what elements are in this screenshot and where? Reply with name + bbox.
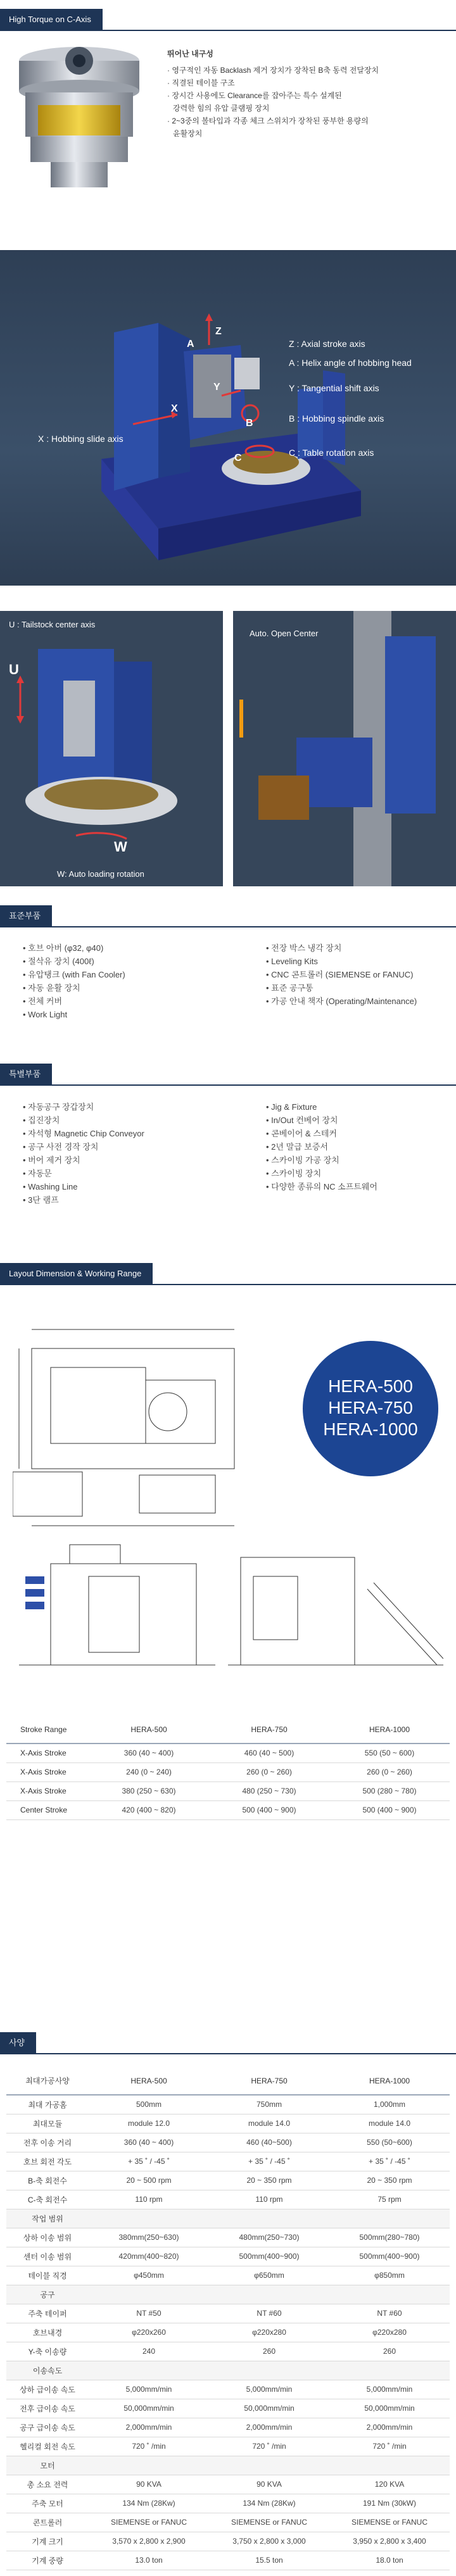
table-cell: 460 (40~500): [209, 2133, 329, 2152]
table-cell: 1,000mm: [329, 2095, 450, 2114]
table-cell: 720 ˚ /min: [209, 2437, 329, 2456]
table-row: [6, 2095, 450, 2114]
list-item: • 3단 램프: [23, 1193, 213, 1207]
table-row: Center Stroke 420 (400 ~ 820) 500 (400 ~ 900) 500 (400 ~ 900): [6, 1800, 450, 1819]
table-cell: 120 KVA: [329, 2475, 450, 2494]
models-badge: [303, 1341, 438, 1476]
table-cell: 50,000mm/min: [209, 2399, 329, 2418]
table-cell: 420mm(400~820): [89, 2247, 209, 2266]
c-axis-bullet: · 영구적인 자동 Backlash 제거 장치가 장착된 B축 동력 전달장치: [167, 66, 379, 75]
table-cell: 호브내경: [6, 2323, 89, 2342]
table-cell: 110 rpm: [209, 2190, 329, 2209]
tailstock-row: [0, 611, 456, 886]
table-cell: 75 rpm: [329, 2190, 450, 2209]
table-cell: [329, 2209, 450, 2228]
table-cell: 500mm: [89, 2095, 209, 2114]
table-cell: 134 Nm (28Kw): [89, 2494, 209, 2513]
section-header-layout: [0, 1263, 456, 1285]
table-cell: 총 소요 전력: [6, 2475, 89, 2494]
list-item: • 스카이빙 장치: [266, 1167, 450, 1180]
table-cell: 50,000mm/min: [329, 2399, 450, 2418]
table-cell: 상하 이송 범위: [6, 2228, 89, 2247]
axis-mark-y: Y: [213, 382, 220, 393]
table-cell: 380mm(250~630): [89, 2228, 209, 2247]
table-cell: 공구 급이송 속도: [6, 2418, 89, 2437]
table-row: [6, 2494, 450, 2513]
table-cell: 2,000mm/min: [329, 2418, 450, 2437]
table-row: X-Axis Stroke 240 (0 ~ 240) 260 (0 ~ 260) 260 (0 ~ 260): [6, 1762, 450, 1781]
table-row: [6, 2513, 450, 2532]
table-cell: 20 ~ 350 rpm: [209, 2171, 329, 2190]
section-title: 사양: [0, 2032, 36, 2054]
list-item: • 다양한 종류의 NC 소프트웨어: [266, 1180, 450, 1193]
table-cell: 3,570 x 2,800 x 2,900: [89, 2532, 209, 2551]
table-cell: [329, 2285, 450, 2304]
open-center-label: Auto. Open Center: [250, 629, 319, 638]
table-row: [6, 2437, 450, 2456]
table-row: [6, 2399, 450, 2418]
table-row: [6, 2266, 450, 2285]
table-row: [6, 2532, 450, 2551]
table-cell: 18.0 ton: [329, 2551, 450, 2570]
table-cell: [89, 2456, 209, 2475]
table-cell: 전후 이송 거리: [6, 2133, 89, 2152]
table-row: [6, 2304, 450, 2323]
table-header-cell: Stroke Range: [6, 1716, 89, 1744]
table-row: [6, 2228, 450, 2247]
table-cell: + 35 ˚ / -45 ˚: [89, 2152, 209, 2171]
table-row: [6, 2247, 450, 2266]
table-row: X-Axis Stroke 380 (250 ~ 630) 480 (250 ~ 730) 500 (280 ~ 780): [6, 1781, 450, 1800]
table-row: X-Axis Stroke 360 (40 ~ 400) 460 (40 ~ 500) 550 (50 ~ 600): [6, 1744, 450, 1762]
list-item: • 공구 사전 경작 장치: [23, 1140, 213, 1153]
table-cell: 센터 이송 범위: [6, 2247, 89, 2266]
tailstock-mark-w: W: [114, 839, 127, 855]
table-header-cell: HERA-500: [89, 2067, 209, 2095]
table-cell: module 14.0: [329, 2114, 450, 2133]
table-cell: 360 (40 ~ 400): [89, 2133, 209, 2152]
table-cell: 720 ˚ /min: [329, 2437, 450, 2456]
list-item: • 2년 말급 보증서: [266, 1140, 450, 1153]
list-item: • 콘베이어 & 스테커: [266, 1127, 450, 1140]
table-row: [6, 2171, 450, 2190]
list-item: • 유압탱크 (with Fan Cooler): [23, 968, 213, 981]
table-cell: 콘트롤러: [6, 2513, 89, 2532]
layout-drawing-top: [13, 1304, 304, 1532]
table-cell: 134 Nm (28Kw): [209, 2494, 329, 2513]
table-cell: SIEMENSE or FANUC: [89, 2513, 209, 2532]
axis-mark-b: B: [246, 418, 253, 429]
table-cell: φ220x280: [209, 2323, 329, 2342]
list-item: • Washing Line: [23, 1180, 213, 1193]
list-item: • 버어 제거 장치: [23, 1153, 213, 1167]
axis-label-c: C : Table rotation axis: [289, 448, 374, 458]
badge-model: HERA-1000: [323, 1419, 418, 1439]
table-cell: 90 KVA: [209, 2475, 329, 2494]
list-item: • In/Out 컨베어 장치: [266, 1114, 450, 1127]
table-row: [6, 2380, 450, 2399]
table-cell: 20 ~ 500 rpm: [89, 2171, 209, 2190]
table-cell: 260: [209, 2342, 329, 2361]
section-title: 특별부품: [0, 1064, 52, 1085]
spec-table: [6, 2067, 450, 2570]
table-cell: + 35 ˚ / -45 ˚: [209, 2152, 329, 2171]
table-header-cell: HERA-750: [209, 1716, 329, 1744]
table-cell: 240: [89, 2342, 209, 2361]
table-header-cell: 최대가공사양: [6, 2067, 89, 2095]
table-cell: SIEMENSE or FANUC: [209, 2513, 329, 2532]
open-center-panel: [233, 611, 456, 886]
badge-model: HERA-500: [328, 1376, 413, 1396]
c-axis-bullet: · 직결된 테이블 구조: [167, 79, 235, 87]
section-title: 표준부품: [0, 905, 52, 927]
table-cell: 110 rpm: [89, 2190, 209, 2209]
list-item: • 스카이빙 가공 장치: [266, 1153, 450, 1167]
table-row: [6, 2418, 450, 2437]
table-group-row: [6, 2285, 450, 2304]
table-cell: [329, 2361, 450, 2380]
c-axis-bullet-cont: 강력한 힘의 유압 클램핑 장치: [173, 104, 270, 113]
table-cell: B-축 회전수: [6, 2171, 89, 2190]
table-cell: [329, 2456, 450, 2475]
c-axis-panel: [0, 42, 456, 194]
table-cell: φ450mm: [89, 2266, 209, 2285]
table-row: [6, 2190, 450, 2209]
list-item: • 자석형 Magnetic Chip Conveyor: [23, 1127, 213, 1140]
section-header-spec: [0, 2032, 456, 2054]
table-cell: 5,000mm/min: [329, 2380, 450, 2399]
table-cell: φ650mm: [209, 2266, 329, 2285]
table-cell: 2,000mm/min: [89, 2418, 209, 2437]
stroke-table: [6, 1716, 450, 1820]
tailstock-panel: [0, 611, 223, 886]
c-axis-heading: 뛰어난 내구성: [167, 49, 213, 58]
table-row: [6, 2475, 450, 2494]
table-cell: [209, 2361, 329, 2380]
table-header-row: [6, 2067, 450, 2095]
table-cell: 공구: [6, 2285, 89, 2304]
table-cell: SIEMENSE or FANUC: [329, 2513, 450, 2532]
list-item: • 호브 아버 (φ32, φ40): [23, 941, 213, 955]
table-cell: 호브 회전 각도: [6, 2152, 89, 2171]
table-cell: 720 ˚ /min: [89, 2437, 209, 2456]
options-list-left: [23, 1100, 213, 1207]
table-cell: [89, 2285, 209, 2304]
table-cell: 500mm(400~900): [209, 2247, 329, 2266]
list-item: • 자동공구 장갑장치: [23, 1100, 213, 1114]
axis-label-y: Y : Tangential shift axis: [289, 383, 379, 393]
table-cell: 500mm(280~780): [329, 2228, 450, 2247]
c-axis-bullet: · 2~3중의 볼타입과 각종 체크 스위치가 장착된 풍부한 용량의: [167, 116, 369, 125]
table-cell: 13.0 ton: [89, 2551, 209, 2570]
table-cell: module 12.0: [89, 2114, 209, 2133]
table-row: [6, 2114, 450, 2133]
table-cell: 기계 크기: [6, 2532, 89, 2551]
table-cell: [209, 2209, 329, 2228]
table-cell: [209, 2285, 329, 2304]
tailstock-mark-u: U: [9, 662, 19, 677]
list-item: • Work Light: [23, 1008, 213, 1021]
standard-list-left: [23, 941, 213, 1021]
table-row: [6, 2323, 450, 2342]
table-cell: 90 KVA: [89, 2475, 209, 2494]
axis-label-z: Z : Axial stroke axis: [289, 339, 365, 349]
table-cell: NT #60: [329, 2304, 450, 2323]
table-cell: 기계 중량: [6, 2551, 89, 2570]
axis-label-a: A : Helix angle of hobbing head: [289, 358, 412, 368]
table-cell: 191 Nm (30kW): [329, 2494, 450, 2513]
list-item: • 자동문: [23, 1167, 213, 1180]
c-axis-bullet: · 장시간 사용에도 Clearance를 잡아주는 특수 설계된: [167, 91, 342, 100]
list-item: • 집진장치: [23, 1114, 213, 1127]
table-cell: 헬리컬 회전 속도: [6, 2437, 89, 2456]
options-list-right: [266, 1100, 450, 1193]
table-cell: 작업 범위: [6, 2209, 89, 2228]
table-cell: φ220x280: [329, 2323, 450, 2342]
table-cell: + 35 ˚ / -45 ˚: [329, 2152, 450, 2171]
table-cell: 이송속도: [6, 2361, 89, 2380]
tailstock-label-w: W: Auto loading rotation: [57, 869, 144, 879]
table-row: [6, 2342, 450, 2361]
list-item: • CNC 콘트롤러 (SIEMENSE or FANUC): [266, 968, 450, 981]
table-row: [6, 2152, 450, 2171]
list-item: • Jig & Fixture: [266, 1100, 450, 1114]
section-header-c-axis: [0, 9, 456, 30]
table-cell: 주축 테이퍼: [6, 2304, 89, 2323]
table-cell: 주축 모터: [6, 2494, 89, 2513]
table-cell: 15.5 ton: [209, 2551, 329, 2570]
table-cell: 20 ~ 350 rpm: [329, 2171, 450, 2190]
table-cell: Y-축 이송량: [6, 2342, 89, 2361]
section-title: Layout Dimension & Working Range: [0, 1263, 153, 1285]
table-row: [6, 2133, 450, 2152]
table-header-row: [6, 1716, 450, 1744]
table-cell: [89, 2209, 209, 2228]
list-item: • 가공 안내 책자 (Operating/Maintenance): [266, 995, 450, 1008]
table-cell: 테이블 직경: [6, 2266, 89, 2285]
table-cell: 50,000mm/min: [89, 2399, 209, 2418]
table-cell: 550 (50~600): [329, 2133, 450, 2152]
list-item: • 표준 공구통: [266, 981, 450, 995]
table-cell: 260: [329, 2342, 450, 2361]
machine-axes-image: [0, 250, 456, 586]
section-header-options: [0, 1064, 456, 1085]
section-header-standard: [0, 905, 456, 927]
axis-mark-x: X: [171, 403, 178, 414]
table-group-row: [6, 2456, 450, 2475]
tailstock-image: [0, 611, 223, 886]
table-header-cell: HERA-1000: [329, 1716, 450, 1744]
c-axis-text: [167, 48, 446, 140]
table-cell: module 14.0: [209, 2114, 329, 2133]
table-cell: 5,000mm/min: [89, 2380, 209, 2399]
table-cell: NT #60: [209, 2304, 329, 2323]
standard-list-right: [266, 941, 450, 1008]
table-cell: 모터: [6, 2456, 89, 2475]
axis-label-x: X : Hobbing slide axis: [38, 434, 124, 444]
table-header-cell: HERA-1000: [329, 2067, 450, 2095]
table-cell: 500mm(400~900): [329, 2247, 450, 2266]
table-cell: 750mm: [209, 2095, 329, 2114]
badge-model: HERA-750: [328, 1398, 413, 1417]
table-cell: 최대 가공홈: [6, 2095, 89, 2114]
table-group-row: [6, 2209, 450, 2228]
table-group-row: [6, 2361, 450, 2380]
open-center-image: [233, 611, 456, 886]
table-cell: 최대모듈: [6, 2114, 89, 2133]
section-title: High Torque on C-Axis: [0, 9, 103, 30]
c-axis-bullet-cont: 윤활장치: [173, 129, 203, 138]
spec-table-body: [6, 2067, 450, 2570]
tailstock-label-u: U : Tailstock center axis: [9, 620, 96, 629]
table-cell: [89, 2361, 209, 2380]
table-header-cell: HERA-500: [89, 1716, 209, 1744]
table-row: [6, 2551, 450, 2570]
table-header-cell: HERA-750: [209, 2067, 329, 2095]
table-cell: [209, 2456, 329, 2475]
table-cell: 상하 급이송 속도: [6, 2380, 89, 2399]
list-item: • Leveling Kits: [266, 955, 450, 968]
list-item: • 절삭유 장치 (400ℓ): [23, 955, 213, 968]
table-cell: 전후 급이송 속도: [6, 2399, 89, 2418]
table-cell: φ220x260: [89, 2323, 209, 2342]
table-cell: 480mm(250~730): [209, 2228, 329, 2247]
axis-mark-c: C: [234, 453, 242, 463]
table-cell: C-축 회전수: [6, 2190, 89, 2209]
table-cell: φ850mm: [329, 2266, 450, 2285]
table-cell: 3,950 x 2,800 x 3,400: [329, 2532, 450, 2551]
axis-label-b: B : Hobbing spindle axis: [289, 413, 384, 424]
list-item: • 전장 박스 냉각 장치: [266, 941, 450, 955]
table-cell: NT #50: [89, 2304, 209, 2323]
table-cell: 2,000mm/min: [209, 2418, 329, 2437]
axes-panel: [0, 250, 456, 586]
list-item: • 자동 윤활 장치: [23, 981, 213, 995]
table-cell: 3,750 x 2,800 x 3,000: [209, 2532, 329, 2551]
table-cell: 5,000mm/min: [209, 2380, 329, 2399]
axis-mark-z: Z: [215, 326, 222, 337]
list-item: • 전체 커버: [23, 995, 213, 1008]
axis-mark-a: A: [187, 339, 194, 349]
layout-drawing-front: [13, 1538, 443, 1684]
